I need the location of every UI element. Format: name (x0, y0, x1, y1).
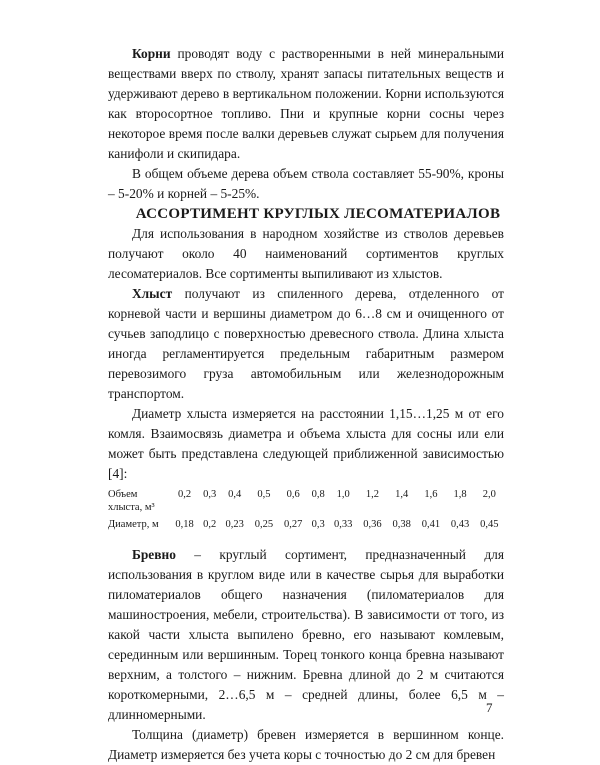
paragraph-assortment-intro: Для использования в народном хозяйстве из стволов деревьев получают около 40 наименований сортиментов круглых лесоматериалов. Все сортименты выпиливают из хлыстов. (108, 226, 504, 281)
table-cell: 0,43 (450, 519, 470, 530)
page-number: 7 (486, 700, 493, 715)
section-heading: АССОРТИМЕНТ КРУГЛЫХ ЛЕСОМАТЕРИАЛОВ (135, 206, 501, 222)
table-cell: 1,2 (365, 489, 380, 500)
table-cell: 0,33 (334, 519, 353, 530)
paragraph-volume-shares: В общем объеме дерева объем ствола составляет 55-90%, кроны – 5-20% и корней – 5-25%. (108, 166, 504, 201)
table-cell: 0,45 (480, 519, 499, 530)
table-cell: 0,23 (225, 519, 244, 530)
table-cell: 0,41 (421, 519, 441, 530)
paragraph-roots (108, 44, 504, 164)
paragraph-log-diameter: Толщина (диаметр) бревен измеряется в вершинном конце. Диаметр измеряется без учета коры с точностью до 2 см для бревен (108, 727, 504, 762)
table-row-volume (108, 486, 504, 516)
paragraph-whip-diameter: Диаметр хлыста измеряется на расстоянии 1,15…1,25 м от его комля. Взаимосвязь диаметра и объема хлыста для сосны или ели может быть представлена следующей приближенной зависимостью [4]: (108, 406, 504, 481)
table-cell: 0,3 (203, 489, 217, 500)
paragraph-whip (108, 284, 504, 404)
table-cell: 0,6 (286, 489, 300, 500)
table-cell: 0,5 (257, 489, 271, 500)
table-cell: 1,8 (453, 489, 467, 500)
paragraph-roots-text: проводят воду с растворенными в ней минеральными веществами вверх по стволу, хранят запасы питательных веществ и удерживают дерево в вертикальном положении. Корни используются как второсортное топливо. Пни и крупные корни сосны через некоторое время после валки деревьев служат сырьем для получения канифоли и скипидара. (108, 46, 504, 161)
table-cell: 0,2 (178, 489, 192, 500)
table-cell: 2,0 (482, 489, 496, 500)
table-row-diameter (108, 516, 504, 533)
table-cell: 1,6 (424, 489, 438, 500)
paragraph-whip-text: получают из спиленного дерева, отделенного от корневой части и вершины диаметром до 6…8 см и очищенного от сучьев заподлицо с поверхностью древесного ствола. Длина хлыста иногда регламентируется предельным габаритным размером перевозимого груза автомобильным или железнодорожным транспортом. (108, 286, 504, 401)
table-cell: 0,18 (175, 519, 194, 530)
table-cell: 0,36 (363, 519, 382, 530)
volume-diameter-table (108, 486, 504, 533)
table-cell: 1,4 (395, 489, 409, 500)
page-content (108, 44, 504, 765)
paragraph-log (108, 545, 504, 725)
row-label-diameter: Диаметр, м (108, 519, 159, 530)
paragraph-log-text: – круглый сортимент, предназначенный для использования в круглом виде или в качестве сырья для выработки пиломатериалов общего назначения (пиломатериалов для машиностроения, мебели, строительства). В зависимости от того, из какой части хлыста выпилено бревно, его называют комлевым, серединным или вершинным. Торец тонкого конца бревна называют верхним, а толстого – нижним. Бревна длиной до 2 м считаются короткомерными, 2…6,5 м – средней длины, более 6,5 м – длинномерными. (108, 547, 504, 722)
table-cell: 0,2 (203, 519, 217, 530)
table-cell: 0,25 (254, 519, 274, 530)
table-cell: 0,4 (228, 489, 242, 500)
table-cell: 1,0 (336, 489, 350, 500)
term-whip: Хлыст (132, 286, 173, 301)
table-cell: 0,8 (311, 489, 325, 500)
term-roots: Корни (132, 46, 171, 61)
table-cell: 0,27 (283, 519, 303, 530)
table-cell: 0,38 (392, 519, 411, 530)
table-cell: 0,3 (311, 519, 325, 530)
term-log: Бревно (132, 547, 176, 562)
row-label-volume: Объем хлыста, м³ (108, 489, 155, 513)
